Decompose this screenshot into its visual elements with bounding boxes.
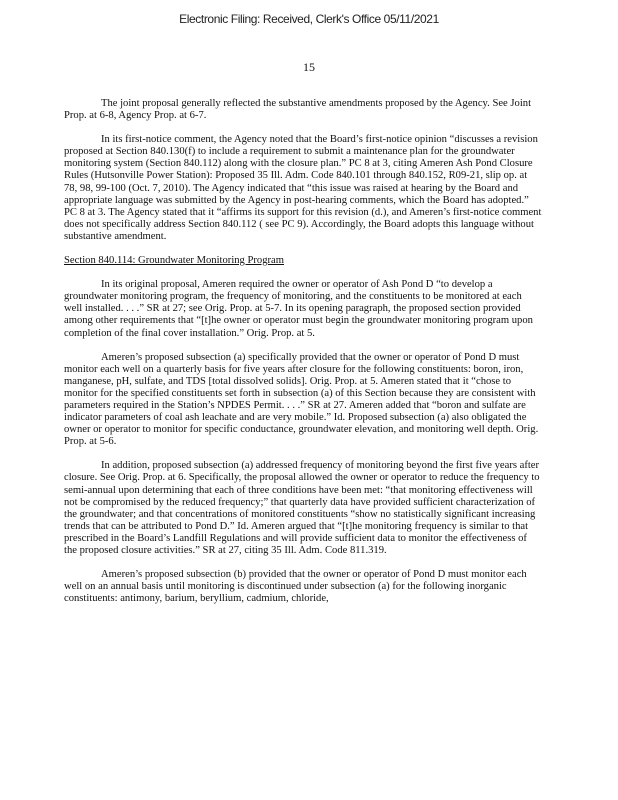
filing-stamp: Electronic Filing: Received, Clerk's Office 05/11/2021 [179, 12, 439, 26]
paragraph-monitoring-frequency: In addition, proposed subsection (a) addressed frequency of monitoring beyond the first five years after closure. See Orig. Prop. at 6. Specifically, the proposal allowed the owner or operator to reduce the frequency to semi-annual upon determining that each of three conditions have been met: “that monitoring effectiveness will not be compromised by the reduced frequency;” that quarterly data have provided sufficient characterization of the groundwater; and that concentrations of monitored constituents “show no statistically significant increasing trends that can be attributed to Pond D.” Id. Ameren argued that “[t]he monitoring frequency is similar to that prescribed in the Board’s Landfill Regulations and will provide sufficient data to monitor the effectiveness of the proposed closure activities.” SR at 27, citing 35 Ill. Adm. Code 811.319. [64, 460, 540, 556]
page-number: 15 [303, 60, 315, 74]
paragraph-agency-comment: In its first-notice comment, the Agency noted that the Board’s first-notice opinion “discusses a revision proposed at Section 840.130(f) to include a requirement to submit a maintenance plan for the groundwater monitoring system (Section 840.112) along with the closure plan.” PC 8 at 3, citing Ameren Ash Pond Closure Rules (Hutsonville Power Station): Proposed 35 Ill. Adm. Code 840.101 through 840.152, R09-21, slip op. at 78, 98, 99-100 (Oct. 7, 2010). The Agency indicated that “this issue was raised at hearing by the Board and appropriate language was submitted by the Agency in post-hearing comments, which the Board has adopted.” PC 8 at 3. The Agency stated that it “affirms its support for this revision (d.), and Ameren’s first-notice comment does not specifically address Section 840.112 ( see PC 9). Accordingly, the Board adopts this language without substantive amendment. [64, 134, 542, 242]
paragraph-original-proposal: In its original proposal, Ameren required the owner or operator of Ash Pond D “to develop a groundwater monitoring program, the frequency of monitoring, and the constituents to be monitored at each well installed. . . .” SR at 27; see Orig. Prop. at 5-7. In its opening paragraph, the proposed section provided among other requirements that “[t]he owner or operator must begin the groundwater monitoring program upon completion of the final cover installation.” Orig. Prop. at 5. [64, 279, 533, 339]
paragraph-subsection-b: Ameren’s proposed subsection (b) provided that the owner or operator of Pond D must monitor each well on an annual basis until monitoring is discontinued under subsection (a) for the following inorganic constituents: antimony, barium, beryllium, cadmium, chloride, [64, 569, 527, 605]
document-body [64, 98, 542, 605]
paragraph-joint-proposal: The joint proposal generally reflected the substantive amendments proposed by the Agency. See Joint Prop. at 6-8, Agency Prop. at 6-7. [64, 98, 532, 122]
section-heading: Section 840.114: Groundwater Monitoring Program [64, 255, 284, 267]
paragraph-subsection-a: Ameren’s proposed subsection (a) specifically provided that the owner or operator of Pond D must monitor each well on a quarterly basis for five years after closure for the following constituents: boron, iron, manganese, pH, sulfate, and TDS [total dissolved solids]. Orig. Prop. at 5. Ameren stated that it “chose to monitor for the specified constituents set forth in subsection (a) of this Section because they are consistent with parameters required in the Station’s NPDES Permit. . . .” SR at 27. Ameren added that “boron and sulfate are indicator parameters of coal ash leachate and are very mobile.” Id. Proposed subsection (a) also obligated the owner or operator to monitor for specific conductance, groundwater elevation, and monitoring well depth. Orig. Prop. at 5-6. [64, 351, 539, 448]
